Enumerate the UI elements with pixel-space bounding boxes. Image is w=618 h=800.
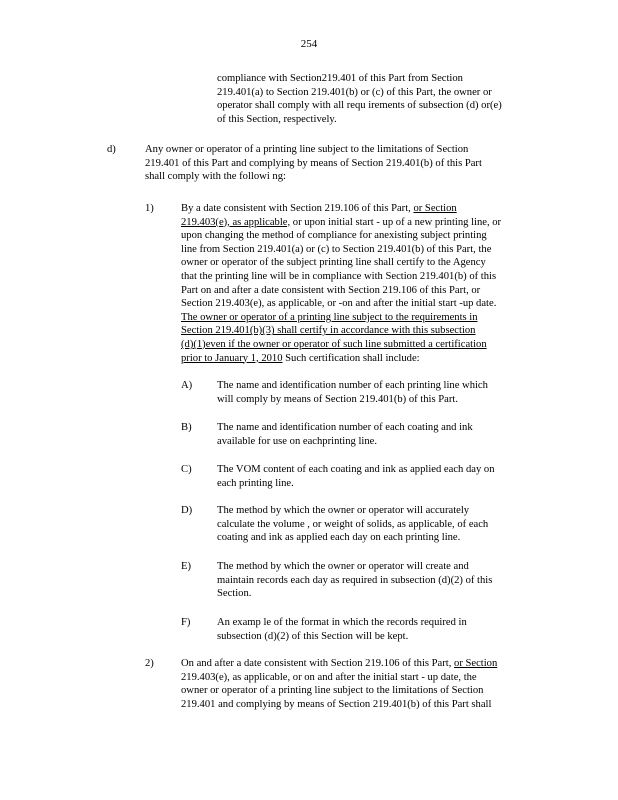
text-line: Part on and after a date consistent with Section 219.106 of this Part, or <box>181 284 481 296</box>
text-line: 219.401(a) to Section 219.401(b) or (c) of this Part, the owner or <box>217 86 492 98</box>
text-line: of this Section, respectively. <box>217 113 337 125</box>
text-line: subsection (d)(2) of this Section will be kept. <box>217 630 409 642</box>
text-line: owner or operator of the subject printing line shall certify to the Agency <box>181 257 486 269</box>
item-1-text <box>181 202 537 365</box>
text-line: line from Section 219.401(a) or (c) to Section 219.401(b) of this Part, the <box>181 243 492 255</box>
text-line: coating and ink as applied each day on each printing line. <box>217 532 461 544</box>
subitem-c-text <box>217 463 532 490</box>
subitem-a-label: A) <box>181 380 193 391</box>
text-line: The VOM content of each coating and ink as applied each day on <box>217 464 495 475</box>
subitem-b-text <box>217 421 493 448</box>
item-1-label: 1) <box>145 203 154 214</box>
subitem-e-label: E) <box>181 561 191 572</box>
item-2-label: 2) <box>145 658 154 669</box>
text-line: 219.401 and complying by means of Section 219.401(b) of this Part shall <box>181 698 492 710</box>
subitem-a-text <box>217 379 520 406</box>
text-line: Section 219.403(e), as applicable, or -on and after the initial start -up date. <box>181 298 497 310</box>
text-line: operator shall comply with all requ irements of subsection (d) or(e) <box>217 100 502 112</box>
text-line: will comply by means of Section 219.401(b) of this Part. <box>217 393 458 405</box>
text-line: compliance with Section219.401 of this Part from Section <box>217 73 463 84</box>
text-line <box>181 352 537 366</box>
text-line: The name and identification number of each coating and ink <box>217 422 473 433</box>
subitem-c-label: C) <box>181 464 192 475</box>
text-line <box>181 202 537 216</box>
text-line: 219.401 of this Part and complying by means of Section 219.401(b) of this Part <box>145 157 482 169</box>
text-line <box>181 657 537 671</box>
item-2-text <box>181 657 537 711</box>
text-line: Any owner or operator of a printing line subject to the limitations of Section <box>145 144 469 155</box>
inserted-text: prior to January 1, 2010 <box>181 352 283 364</box>
text-line: maintain records each day as required in subsection (d)(2) of this <box>217 574 493 586</box>
subitem-d-label: D) <box>181 505 193 516</box>
text-line: owner or operator of a printing line subject to the limitations of Section <box>181 685 484 697</box>
text-line: upon changing the method of compliance for anexisting subject printing <box>181 230 487 242</box>
text-run: On and after a date consistent with Section 219.106 of this Part, <box>181 658 455 669</box>
intro-paragraph <box>217 72 533 126</box>
subitem-d-text <box>217 504 515 545</box>
text-line: Section. <box>217 588 252 600</box>
text-line: calculate the volume , or weight of solids, as applicable, of each <box>217 518 489 530</box>
text-run: or upon initial start - up of a new printing line, or <box>290 216 502 228</box>
subitem-f-text <box>217 616 498 643</box>
subitem-b-label: B) <box>181 422 192 433</box>
text-line: The method by which the owner or operator will accurately <box>217 505 470 516</box>
inserted-text-line: The owner or operator of a printing line subject to the requirements in <box>181 311 478 323</box>
subsection-d-text <box>145 143 535 184</box>
inserted-text: or Section <box>454 658 498 669</box>
text-line: available for use on eachprinting line. <box>217 435 378 447</box>
text-line <box>181 216 537 230</box>
inserted-text: or Section <box>413 203 457 214</box>
text-line: shall comply with the followi ng: <box>145 171 286 183</box>
subsection-d-label: d) <box>107 144 116 155</box>
text-run: By a date consistent with Section 219.106 of this Part, <box>181 203 414 214</box>
text-run: Such certification shall include: <box>282 352 420 364</box>
text-line: The name and identification number of each printing line which <box>217 380 488 391</box>
inserted-text: 219.403(e), as applicable, <box>181 216 291 228</box>
text-line: The method by which the owner or operator will create and <box>217 561 469 572</box>
subitem-f-label: F) <box>181 617 191 628</box>
text-line: 219.403(e), as applicable, or on and after the initial start - up date, the <box>181 671 477 683</box>
text-line: that the printing line will be in compliance with Section 219.401(b) of this <box>181 270 497 282</box>
text-line: each printing line. <box>217 477 294 489</box>
inserted-text-line: (d)(1)even if the owner or operator of such line submitted a certification <box>181 338 487 350</box>
text-line: An examp le of the format in which the records required in <box>217 617 467 628</box>
page-number: 254 <box>300 38 318 50</box>
subitem-e-text <box>217 560 530 601</box>
inserted-text-line: Section 219.401(b)(3) shall certify in accordance with this subsection <box>181 325 476 337</box>
